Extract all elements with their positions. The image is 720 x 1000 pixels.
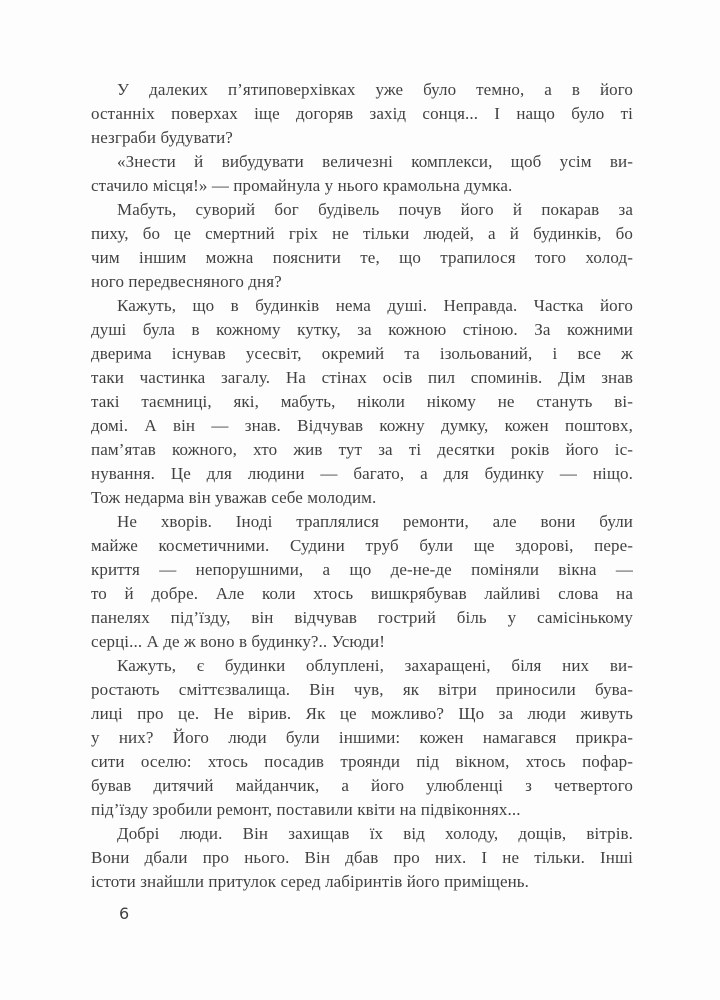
text-line: стачило місця!» — промайнула у нього крамольна думка. <box>91 176 513 195</box>
text-line: серці... А де ж воно в будинку?.. Усюди! <box>91 632 385 651</box>
text-line: криття — непорушними, а що де-не-де поміняли вікна — <box>91 560 633 579</box>
text-line: то й добре. Але коли хтось вишкрябував лайливі слова на <box>91 584 633 603</box>
text-line: останніх поверхах іще догоряв захід сонця... І нащо було ті <box>91 104 633 123</box>
text-line: істоти знайшли притулок серед лабіринтів його приміщень. <box>91 872 530 891</box>
text-line: «Знести й вибудувати величезні комплекси, щоб усім ви- <box>117 152 633 171</box>
text-line: Не хворів. Іноді траплялися ремонти, але вони були <box>117 512 633 531</box>
text-line: Вони дбали про нього. Він дбав про них. І не тільки. Інші <box>91 848 633 867</box>
text-line: майже косметичними. Судини труб були ще здорові, пере- <box>91 536 633 555</box>
page-text <box>91 78 633 894</box>
text-line: душі була в кожному кутку, за кожною стіною. За кожними <box>91 320 633 339</box>
text-line: такі таємниці, які, мабуть, ніколи нікому не стануть ві- <box>91 392 633 411</box>
text-line: Мабуть, суворий бог будівель почув його й покарав за <box>117 200 633 219</box>
text-line: під’їзду зробили ремонт, поставили квіти на підвіконнях... <box>91 800 521 819</box>
text-line: Кажуть, є будинки облуплені, захаращені, біля них ви- <box>117 656 633 675</box>
text-line: дверима існував усесвіт, окремий та ізольований, і все ж <box>91 344 633 363</box>
text-line: нування. Це для людини — багато, а для будинку — ніщо. <box>91 464 633 483</box>
text-line: чим іншим можна пояснити те, що трапилося того холод- <box>91 248 633 267</box>
text-line: пиху, бо це смертний гріх не тільки людей, а й будинків, бо <box>91 224 633 243</box>
text-line: Кажуть, що в будинків нема душі. Неправда. Частка його <box>117 296 633 315</box>
text-line: панелях під’їзду, він відчував гострий біль у самісінькому <box>91 608 633 627</box>
text-line: лиці про це. Не вірив. Як це можливо? Що за люди живуть <box>91 704 633 723</box>
text-line: незграби будувати? <box>91 128 233 147</box>
text-line: Тож недарма він уважав себе молодим. <box>91 488 377 507</box>
text-line: пам’ятав кожного, хто жив тут за ті десятки років його іс- <box>91 440 633 459</box>
text-line: ростають сміттєзвалища. Він чув, як вітри приносили бува- <box>91 680 633 699</box>
text-line: у них? Його люди були іншими: кожен намагався прикра- <box>91 728 633 747</box>
text-line: У далеких п’ятиповерхівках уже було темно, а в його <box>117 80 633 99</box>
text-line: таки частинка загалу. На стінах осів пил споминів. Дім знав <box>91 368 633 387</box>
text-line: домі. А він — знав. Відчував кожну думку, кожен поштовх, <box>91 416 633 435</box>
text-line: бував дитячий майданчик, а його улюбленці з четвертого <box>91 776 633 795</box>
text-line: Добрі люди. Він захищав їх від холоду, дощів, вітрів. <box>117 824 633 843</box>
page-number: 6 <box>119 904 130 923</box>
text-line: сити оселю: хтось посадив троянди під вікном, хтось пофар- <box>91 752 633 771</box>
text-line: ного передвесняного дня? <box>91 272 282 291</box>
